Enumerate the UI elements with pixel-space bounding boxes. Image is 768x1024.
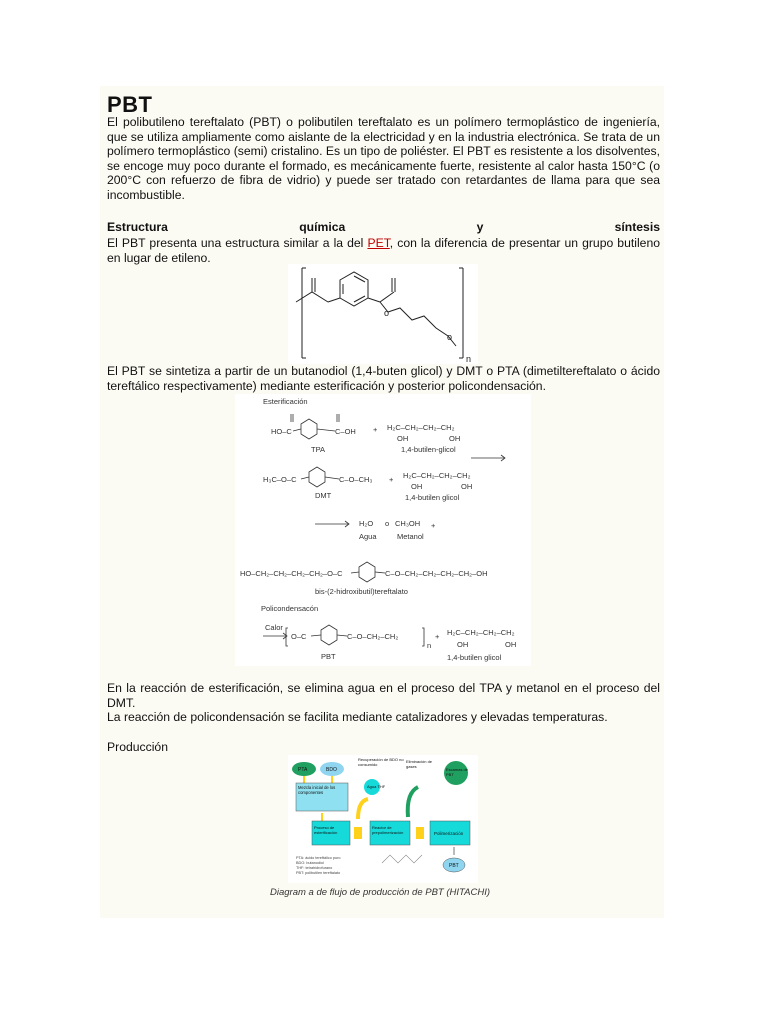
heading-word-4: síntesis — [614, 220, 660, 234]
oh-group: OH — [397, 434, 409, 443]
chips-label: Escamas de PBT — [446, 767, 468, 777]
butanediol-label: 1,4-butilen glicol — [447, 653, 502, 662]
bis-label: bis-(2-hidroxibutil)tereftalato — [315, 587, 408, 596]
water-thf-label: Agua THF — [367, 784, 386, 789]
intro-paragraph: El polibutileno tereftalato (PBT) o polibutilen tereftalato es un polímero termoplástico de ingeniería, que se utiliza ampliamente como aislante de la electricidad y en la industria electrónica. Se trata de un polímero termoplástico (semi) cristalino. Es un tipo de poliéster. El PBT es resistente a los disolventes, se encoge muy poco durante el formado, es mecánicamente fuerte, resistente al calor hasta 150°C (o 200°C con refuerzo de fibra de vidrio) y puede ser tratado con retardantes de llama para que sea incombustible. — [107, 115, 660, 202]
mixing-label: Mezcla inicial de los componentes — [298, 785, 336, 795]
bis-formula-left: HO–CH₂–CH₂–CH₂–CH₂–O–C — [240, 569, 343, 578]
structure-text-after: , con la diferencia de presentar un grupo butileno en lugar de etileno. — [107, 236, 661, 265]
legend-item: PTA: ácido tereftálico puro — [296, 856, 341, 860]
reaction-scheme-figure — [235, 394, 531, 666]
bis-formula-right: C–O–CH₂–CH₂–CH₂–CH₂–OH — [385, 569, 488, 578]
figure-caption: Diagram a de flujo de producción de PBT (HITACHI) — [270, 887, 490, 898]
gas-elimination-label: Eliminación de gases — [406, 759, 433, 769]
bdo-label: BDO — [326, 767, 337, 773]
heat-label: Calor — [265, 623, 283, 632]
pbt-subscript: n — [427, 641, 432, 650]
legend-item: PBT: polibutilen tereftalato — [296, 871, 341, 875]
pbt-product-label: PBT — [449, 863, 459, 869]
tpa-formula-right: C–OH — [335, 427, 356, 436]
butanediol-label: 1,4-butilen-glicol — [401, 445, 456, 454]
repeat-subscript: n — [466, 354, 472, 364]
dmt-formula-left: H₃C–O–C — [263, 475, 297, 484]
butanediol-formula: H₂C–CH₂–CH₂–CH₂ — [447, 628, 515, 637]
or-word: o — [385, 519, 390, 528]
production-heading: Producción — [107, 740, 168, 754]
prepolymerization-label: Reactor de prepolimerización — [372, 825, 404, 835]
esterification-label: Proceso de esterificación — [314, 825, 338, 835]
water-label: Agua — [359, 532, 377, 541]
butanediol-formula: H₂C–CH₂–CH₂–CH₂ — [403, 471, 471, 480]
oh-group: OH — [461, 482, 473, 491]
structure-text-before: El PBT presenta una estructura similar a la del — [107, 236, 368, 250]
plus-sign: + — [389, 475, 394, 484]
pbt-structure-figure — [288, 264, 478, 364]
pet-link[interactable]: PET — [367, 236, 390, 250]
water-formula: H₂O — [359, 519, 374, 528]
polycondensation-title: Policondensacón — [261, 604, 319, 613]
legend-item: BDO: butanodiol — [296, 861, 324, 865]
oh-group: OH — [457, 640, 469, 649]
synthesis-paragraph: El PBT se sintetiza a partir de un butanodiol (1,4-buten glicol) y DMT o PTA (dimetiltereftalato o ácido tereftálico respectivamente) mediante esterificación y posterior policondensación. — [107, 364, 660, 393]
dmt-label: DMT — [315, 491, 332, 500]
butanediol-formula: H₂C–CH₂–CH₂–CH₂ — [387, 423, 455, 432]
pbt-formula-right: C–O–CH₂–CH₂ — [347, 632, 399, 641]
production-flow-diagram — [288, 755, 478, 883]
plus-sign: + — [435, 632, 440, 641]
structure-paragraph — [107, 236, 660, 265]
butanediol-label-2: 1,4-butilen glicol — [405, 493, 460, 502]
plus-sign: + — [373, 425, 378, 434]
methanol-formula: CH₃OH — [395, 519, 421, 528]
oh-group: OH — [505, 640, 517, 649]
pta-label: PTA — [298, 767, 308, 773]
polycondensation-paragraph: La reacción de policondensación se facilita mediante catalizadores y elevadas temperaturas. — [107, 710, 608, 724]
polymerization-label: Polimerización — [434, 831, 464, 836]
heading-word-3: y — [476, 220, 484, 234]
recovery-label: Recuperación de BDO no consumido — [358, 757, 404, 767]
pbt-label: PBT — [321, 652, 336, 661]
page-title: PBT — [107, 92, 153, 117]
heading-word-1: Estructura — [107, 220, 168, 234]
structure-heading — [107, 220, 660, 234]
esterification-title: Esterificación — [263, 397, 308, 406]
heading-word-2: química — [299, 220, 346, 234]
dmt-formula-right: C–O–CH₃ — [339, 475, 373, 484]
svg-text:o: o — [447, 332, 453, 342]
svg-text:o: o — [384, 308, 390, 318]
pbt-formula-left: O–C — [291, 632, 307, 641]
tpa-label: TPA — [311, 445, 326, 454]
oh-group: OH — [449, 434, 461, 443]
oh-group: OH — [411, 482, 423, 491]
legend-item: THF: tetrahidrofurano — [296, 866, 333, 870]
methanol-label: Metanol — [397, 532, 424, 541]
tpa-formula-left: HO–C — [271, 427, 292, 436]
esterification-paragraph: En la reacción de esterificación, se elimina agua en el proceso del TPA y metanol en el proceso del DMT. — [107, 681, 660, 710]
plus-sign: + — [431, 521, 436, 530]
